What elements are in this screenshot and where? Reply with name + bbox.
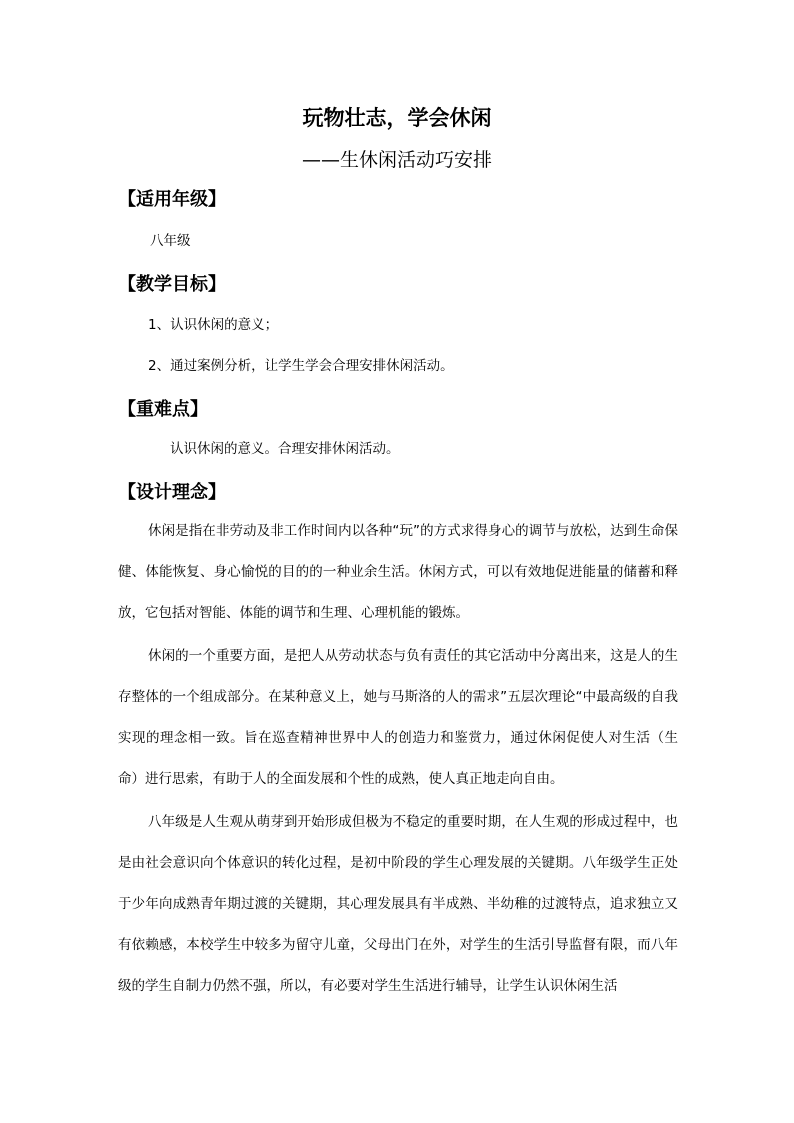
design-paragraph-3: 八年级是人生观从萌芽到开始形成但极为不稳定的重要时期，在人生观的形成过程中，也是由社会意识向个体意识的转化过程，是初中阶段的学生心理发展的关键期。八年级学生正处于少年向成熟青年期过渡的关键期，其心理发展具有半成熟、半幼稚的过渡特点，追求独立又有依赖感，本校学生中较多为留守儿童，父母出门在外，对学生的生活引导监督有限，而八年级的学生自制力仍然不强，所以，有必要对学生生活进行辅导，让学生认识休闲生活 xyxy=(118,814,678,994)
document-subtitle: ——生休闲活动巧安排 xyxy=(301,149,492,171)
design-paragraph-1: 休闲是指在非劳动及非工作时间内以各种“玩”的方式求得身心的调节与放松，达到生命保健、体能恢复、身心愉悦的目的的一种业余生活。休闲方式，可以有效地促进能量的储蓄和释放，它包括对智能、体能的调节和生理、心理机能的锻炼。 xyxy=(118,523,678,621)
section-heading-key-points: 【重难点】 xyxy=(118,399,208,420)
section-heading-goals: 【教学目标】 xyxy=(118,274,226,295)
document-title: 玩物壮志，学会休闲 xyxy=(302,106,492,130)
goal-item-2: 2、通过案例分析，让学生学会合理安排休闲活动。 xyxy=(148,358,454,374)
goal-item-1: 1、认识休闲的意义； xyxy=(148,317,279,333)
design-paragraph-2: 休闲的一个重要方面，是把人从劳动状态与负有责任的其它活动中分离出来，这是人的生存整体的一个组成部分。在某种意义上，她与马斯洛的人的需求”五层次理论“中最高级的自我实现的理念相一致。旨在巡查精神世界中人的创造力和鉴赏力，通过休闲促使人对生活（生命）进行思索，有助于人的全面发展和个性的成熟，使人真正地走向自由。 xyxy=(118,648,678,787)
grade-content: 八年级 xyxy=(150,233,191,249)
section-heading-design: 【设计理念】 xyxy=(118,482,226,503)
section-heading-grade: 【适用年级】 xyxy=(118,189,226,210)
key-points-content: 认识休闲的意义。合理安排休闲活动。 xyxy=(170,441,400,457)
